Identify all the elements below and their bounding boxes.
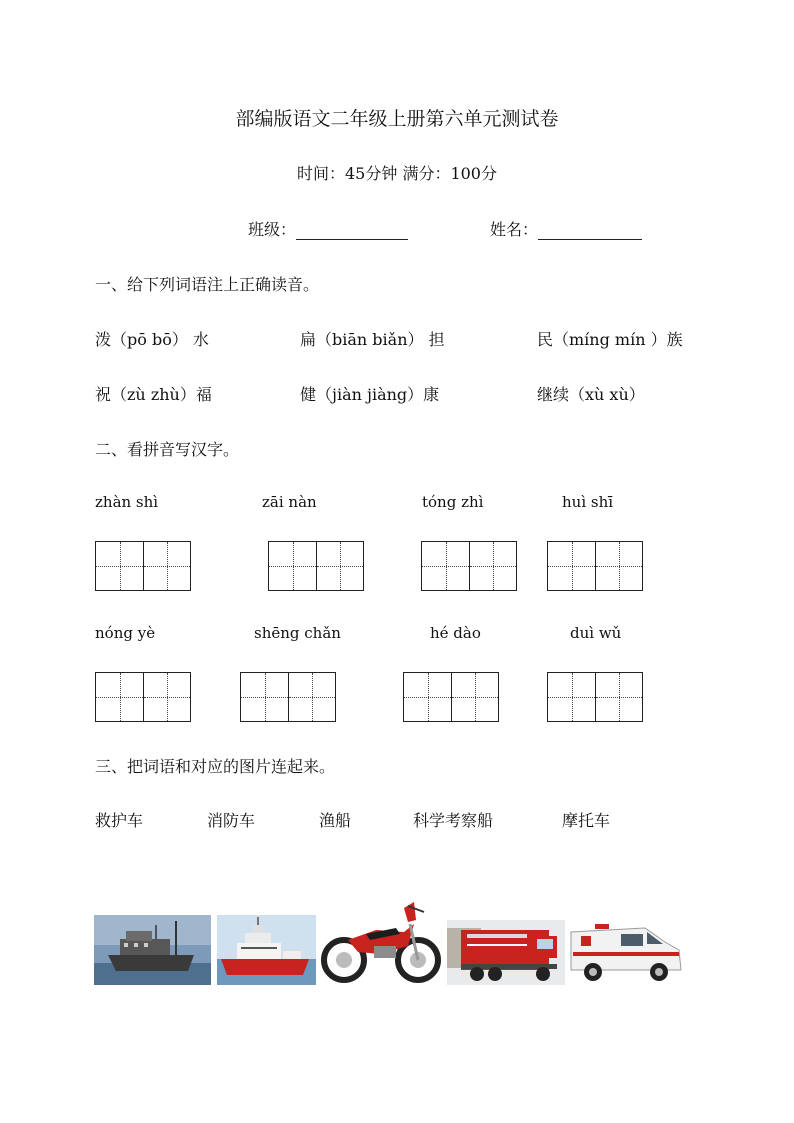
writing-grid[interactable] [95, 541, 191, 591]
name-field[interactable] [490, 217, 642, 240]
ambulance-image[interactable] [567, 912, 685, 985]
exam-info: 时间：45分钟 满分：100分 [297, 164, 497, 183]
pinyin-label: tóng zhì [422, 493, 484, 511]
vehicle-word[interactable]: 渔船 [319, 811, 352, 830]
reading-item: 泼（pō bō） 水 [95, 330, 209, 349]
page-title: 部编版语文二年级上册第六单元测试卷 [235, 108, 559, 130]
section3-heading: 三、把词语和对应的图片连起来。 [95, 757, 336, 776]
class-field[interactable] [248, 217, 408, 240]
reading-item: 民（míng mín ）族 [537, 330, 683, 349]
writing-grid[interactable] [403, 672, 499, 722]
writing-grid[interactable] [95, 672, 191, 722]
motorcycle-image[interactable] [318, 894, 444, 985]
pinyin-label: zhàn shì [95, 493, 159, 511]
pinyin-label: duì wǔ [570, 624, 622, 642]
vehicle-word[interactable]: 摩托车 [562, 811, 611, 830]
class-label: 班级： [248, 220, 297, 239]
research-ship-image[interactable] [217, 915, 316, 985]
reading-item: 健（jiàn jiàng）康 [300, 385, 440, 404]
reading-item: 祝（zù zhù）福 [95, 385, 212, 404]
vehicle-word[interactable]: 救护车 [95, 811, 144, 830]
vehicle-word[interactable]: 消防车 [207, 811, 256, 830]
vehicle-word[interactable]: 科学考察船 [413, 811, 494, 830]
writing-grid[interactable] [421, 541, 517, 591]
pinyin-label: shēng chǎn [254, 624, 341, 642]
fire-truck-image[interactable] [447, 920, 565, 985]
writing-grid[interactable] [547, 541, 643, 591]
section2-heading: 二、看拼音写汉字。 [95, 440, 240, 459]
fishing-boat-image[interactable] [94, 915, 211, 985]
reading-item: 继续（xù xù） [537, 385, 645, 404]
pinyin-label: hé dào [430, 624, 481, 642]
class-blank[interactable] [296, 223, 408, 240]
pinyin-label: huì shī [562, 493, 614, 511]
pinyin-label: zāi nàn [262, 493, 317, 511]
writing-grid[interactable] [268, 541, 364, 591]
reading-item: 扁（biān biǎn） 担 [300, 330, 445, 349]
name-label: 姓名： [490, 220, 539, 239]
writing-grid[interactable] [547, 672, 643, 722]
section1-heading: 一、给下列词语注上正确读音。 [95, 275, 320, 294]
pinyin-label: nóng yè [95, 624, 156, 642]
name-blank[interactable] [538, 223, 642, 240]
writing-grid[interactable] [240, 672, 336, 722]
